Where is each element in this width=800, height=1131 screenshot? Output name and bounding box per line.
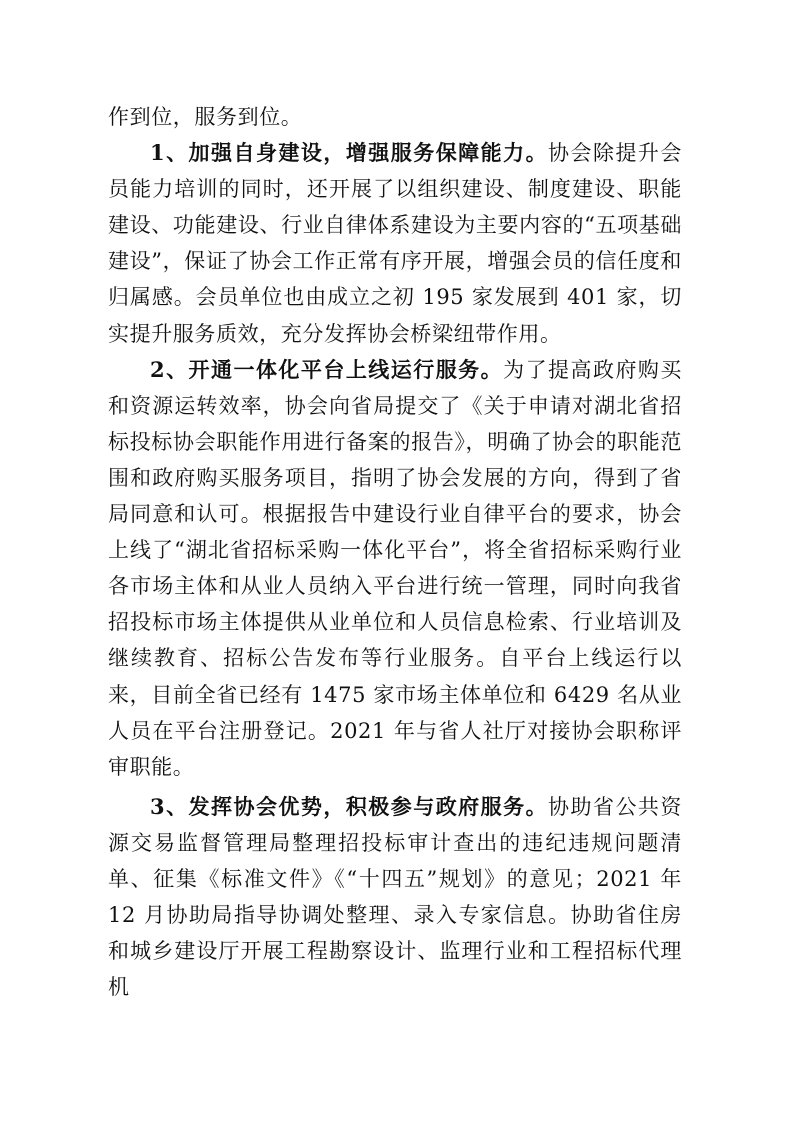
- paragraph-platform: [108, 352, 682, 785]
- paragraph-heading: 2、开通一体化平台上线运行服务。: [150, 356, 504, 382]
- paragraph-text: 协会除提升会员能力培训的同时，还开展了以组织建设、制度建设、职能建设、功能建设、行业自律体系建设为主要内容的“五项基础建设”，保证了协会工作正常有序开展，增强会员的信任度和归属感。会员单位也由成立之初 195 家发展到 401 家，切实提升服务质效，充分发挥协会桥梁纽带作用。: [108, 141, 682, 346]
- paragraph-text: 协助省公共资源交易监督管理局整理招投标审计查出的违纪违规问题清单、征集《标准文件》《“十四五”规划》的意见；2021 年 12 月协助局指导协调处整理、录入专家信息。协助省住房和城乡建设厅开展工程勘察设计、监理行业和工程招标代理机: [108, 794, 682, 1000]
- paragraph-text: 为了提高政府购买和资源运转效率，协会向省局提交了《关于申请对湖北省招标投标协会职能作用进行备案的报告》，明确了协会的职能范围和政府购买服务项目，指明了协会发展的方向，得到了省局同意和认可。根据报告中建设行业自律平台的要求，协会上线了“湖北省招标采购一体化平台”，将全省招标采购行业各市场主体和从业人员纳入平台进行统一管理，同时向我省招投标市场主体提供从业单位和人员信息检索、行业培训及继续教育、招标公告发布等行业服务。自平台上线运行以来，目前全省已经有 1475 家市场主体单位和 6429 名从业人员在平台注册登记。2021 年与省人社厅对接协会职称评审职能。: [108, 357, 682, 779]
- paragraph-continuation: [108, 99, 682, 135]
- document-body: [108, 99, 682, 1005]
- paragraph-heading: 1、加强自身建设，增强服务保障能力。: [150, 140, 549, 166]
- paragraph-government-service: [108, 789, 682, 1006]
- paragraph-heading: 3、发挥协会优势，积极参与政府服务。: [150, 793, 549, 819]
- paragraph-text: 作到位，服务到位。: [108, 105, 303, 129]
- paragraph-self-building: [108, 135, 682, 352]
